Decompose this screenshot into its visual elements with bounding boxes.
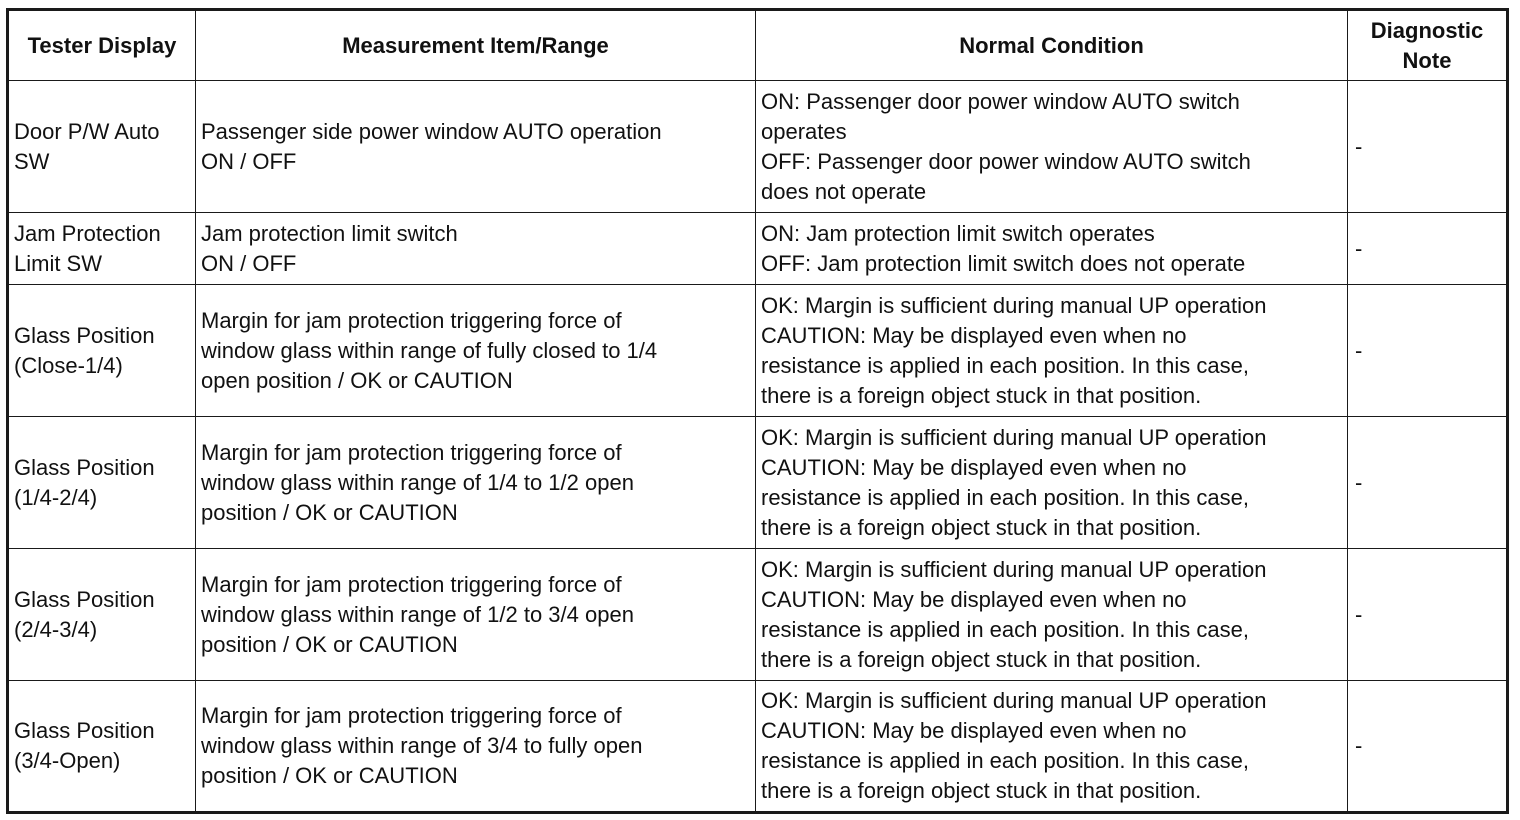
header-normal-condition: Normal Condition	[756, 10, 1348, 81]
measurement-item-line: open position / OK or CAUTION	[201, 367, 513, 393]
normal-condition-line: does not operate	[761, 178, 927, 204]
normal-condition-line: operates	[761, 118, 847, 144]
normal-condition-line: resistance is applied in each position. In this case,	[761, 352, 1249, 378]
normal-condition-line: OK: Margin is sufficient during manual UP operation	[761, 688, 1267, 713]
diagnostic-note-cell: -	[1348, 213, 1508, 285]
diagnostic-note-cell: -	[1348, 285, 1508, 417]
measurement-item-cell	[196, 81, 756, 213]
measurement-item-line: position / OK or CAUTION	[201, 499, 458, 525]
diagnostic-note-cell: -	[1348, 417, 1508, 549]
tester-display-cell	[8, 285, 196, 417]
normal-condition-line: CAUTION: May be displayed even when no	[761, 454, 1187, 480]
normal-condition-line: resistance is applied in each position. In this case,	[761, 748, 1249, 773]
measurement-item-cell	[196, 681, 756, 813]
table-body	[8, 81, 1508, 813]
header-diagnostic-note: Diagnostic Note	[1348, 10, 1508, 81]
normal-condition-cell	[756, 549, 1348, 681]
tester-display-line: Glass Position	[14, 454, 155, 480]
table-row	[8, 213, 1508, 285]
table-row	[8, 681, 1508, 813]
normal-condition-line: OFF: Passenger door power window AUTO switch	[761, 148, 1251, 174]
normal-condition-cell	[756, 81, 1348, 213]
table-row	[8, 549, 1508, 681]
normal-condition-cell	[756, 213, 1348, 285]
tester-display-cell	[8, 549, 196, 681]
measurement-item-line: Margin for jam protection triggering force of	[201, 703, 622, 728]
normal-condition-line: there is a foreign object stuck in that position.	[761, 514, 1202, 540]
diagnostic-note-cell: -	[1348, 549, 1508, 681]
tester-display-line: (1/4-2/4)	[14, 484, 98, 510]
normal-condition-line: CAUTION: May be displayed even when no	[761, 718, 1187, 743]
normal-condition-line: ON: Passenger door power window AUTO switch	[761, 88, 1240, 114]
measurement-item-line: Margin for jam protection triggering force of	[201, 307, 622, 333]
header-tester-display: Tester Display	[8, 10, 196, 81]
tester-display-line: (Close-1/4)	[14, 352, 123, 378]
tester-display-line: Glass Position	[14, 586, 155, 612]
measurement-item-line: position / OK or CAUTION	[201, 631, 458, 657]
measurement-item-cell	[196, 285, 756, 417]
measurement-item-line: Margin for jam protection triggering force of	[201, 571, 622, 597]
tester-display-line: (3/4-Open)	[14, 748, 121, 773]
header-row	[8, 10, 1508, 81]
measurement-item-line: window glass within range of fully closed to 1/4	[201, 337, 658, 363]
measurement-item-line: Jam protection limit switch	[201, 220, 458, 246]
measurement-item-cell	[196, 549, 756, 681]
normal-condition-line: there is a foreign object stuck in that position.	[761, 646, 1202, 672]
tester-display-cell	[8, 681, 196, 813]
normal-condition-line: CAUTION: May be displayed even when no	[761, 586, 1187, 612]
normal-condition-line: OK: Margin is sufficient during manual UP operation	[761, 424, 1267, 450]
normal-condition-line: OFF: Jam protection limit switch does not operate	[761, 250, 1246, 276]
tester-display-cell	[8, 81, 196, 213]
measurement-item-cell	[196, 213, 756, 285]
measurement-item-line: ON / OFF	[201, 250, 297, 276]
table-row	[8, 285, 1508, 417]
measurement-item-line: ON / OFF	[201, 148, 297, 174]
normal-condition-line: OK: Margin is sufficient during manual UP operation	[761, 292, 1267, 318]
normal-condition-cell	[756, 417, 1348, 549]
tester-display-line: Jam Protection	[14, 220, 161, 246]
normal-condition-line: resistance is applied in each position. In this case,	[761, 616, 1249, 642]
table-row	[8, 417, 1508, 549]
normal-condition-line: CAUTION: May be displayed even when no	[761, 322, 1187, 348]
tester-display-line: SW	[14, 148, 50, 174]
table-row	[8, 81, 1508, 213]
tester-display-line: Glass Position	[14, 718, 155, 743]
normal-condition-line: there is a foreign object stuck in that position.	[761, 382, 1202, 408]
diagnostic-note-cell: -	[1348, 681, 1508, 813]
normal-condition-cell	[756, 285, 1348, 417]
diagnostic-note-cell: -	[1348, 81, 1508, 213]
tester-display-line: Limit SW	[14, 250, 102, 276]
normal-condition-cell	[756, 681, 1348, 813]
measurement-item-line: Passenger side power window AUTO operation	[201, 118, 662, 144]
normal-condition-line: there is a foreign object stuck in that position.	[761, 778, 1202, 803]
normal-condition-line: ON: Jam protection limit switch operates	[761, 220, 1155, 246]
tester-display-line: (2/4-3/4)	[14, 616, 98, 642]
measurement-item-line: window glass within range of 3/4 to fully open	[201, 733, 643, 758]
tester-display-cell	[8, 213, 196, 285]
diagnostic-table	[6, 8, 1509, 814]
tester-display-line: Glass Position	[14, 322, 155, 348]
normal-condition-line: OK: Margin is sufficient during manual UP operation	[761, 556, 1267, 582]
measurement-item-line: Margin for jam protection triggering force of	[201, 439, 622, 465]
measurement-item-line: window glass within range of 1/4 to 1/2 open	[201, 469, 634, 495]
tester-display-line: Door P/W Auto	[14, 118, 160, 144]
header-measurement-item: Measurement Item/Range	[196, 10, 756, 81]
normal-condition-line: resistance is applied in each position. In this case,	[761, 484, 1249, 510]
measurement-item-line: position / OK or CAUTION	[201, 763, 458, 788]
measurement-item-cell	[196, 417, 756, 549]
tester-display-cell	[8, 417, 196, 549]
measurement-item-line: window glass within range of 1/2 to 3/4 open	[201, 601, 634, 627]
